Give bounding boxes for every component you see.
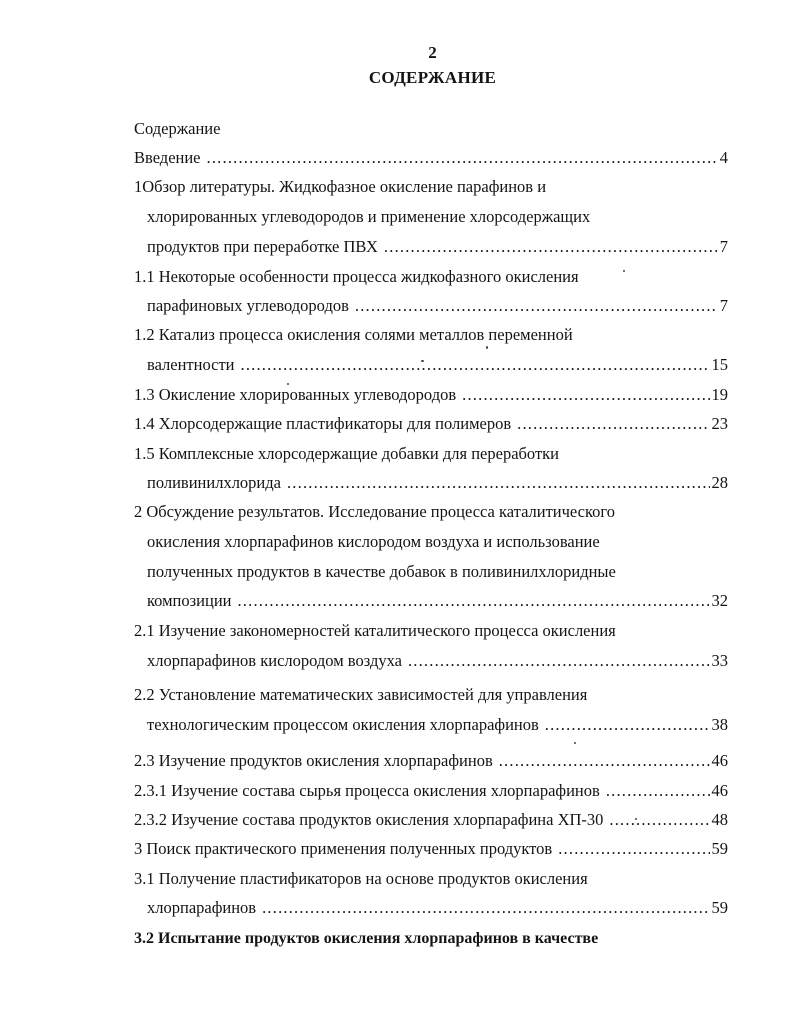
toc-entry-2-2-last (147, 715, 728, 735)
page-title: СОДЕРЖАНИЕ (368, 68, 497, 87)
toc-entry-2-1-last (147, 651, 728, 671)
toc-entry-text: парафиновых углеводородов (147, 296, 349, 315)
toc-leader-dots (545, 715, 710, 735)
toc-entry-1-4 (134, 414, 728, 434)
toc-entry-3 (134, 839, 728, 859)
toc-entry-text: поливинилхлорида (147, 473, 281, 492)
toc-entry-1-5-line-1: 1.5 Комплексные хлорсодержащие добавки для переработки (134, 444, 560, 463)
toc-entry-2-1-line-1: 2.1 Изучение закономерностей каталитического процесса окисления (134, 621, 616, 640)
toc-entry-1-line-1: 1Обзор литературы. Жидкофазное окисление парафинов и (134, 177, 547, 196)
toc-entry-page: 28 (711, 473, 728, 492)
toc-entry-text: 2.3 Изучение продуктов окисления хлорпарафинов (134, 751, 493, 770)
toc-leader-dots (609, 810, 709, 830)
toc-entry-page: 48 (711, 810, 728, 829)
toc-leader-dots (355, 296, 718, 316)
toc-leader-dots (462, 385, 709, 405)
toc-heading: Содержание (134, 119, 221, 138)
toc-leader-dots (384, 237, 718, 257)
toc-entry-1-3 (134, 385, 728, 405)
toc-leader-dots (499, 751, 710, 771)
scan-speck (574, 742, 576, 744)
toc-entry-text: 2.3.1 Изучение состава сырья процесса окисления хлорпарафинов (134, 781, 600, 800)
toc-entry-page: 59 (711, 898, 728, 917)
toc-entry-page: 23 (711, 414, 728, 433)
toc-entry-1-1-last (147, 296, 728, 316)
toc-entry-page: 33 (711, 651, 728, 670)
toc-entry-2-line-2: окисления хлорпарафинов кислородом воздуха и использование (147, 532, 600, 551)
toc-entry-page: 59 (711, 839, 728, 858)
scan-speck (287, 383, 289, 385)
toc-entry-2-line-3: полученных продуктов в качестве добавок в поливинилхлоридные (147, 562, 616, 581)
toc-entry-text: Введение (134, 148, 201, 167)
toc-entry-3-2-line-1: 3.2 Испытание продуктов окисления хлорпарафинов в качестве (134, 930, 599, 947)
toc-entry-text: 3 Поиск практического применения полученных продуктов (134, 839, 553, 858)
toc-entry-text: технологическим процессом окисления хлорпарафинов (147, 715, 539, 734)
toc-entry-2-3-2 (134, 810, 728, 830)
scan-speck (623, 270, 625, 272)
toc-entry-page: 15 (711, 355, 728, 374)
toc-entry-page: 19 (711, 385, 728, 404)
scan-speck (486, 346, 488, 349)
toc-entry-text: 2.3.2 Изучение состава продуктов окисления хлорпарафина ХП-30 (134, 810, 604, 829)
toc-entry-intro (134, 148, 728, 168)
toc-entry-1-1-line-1: 1.1 Некоторые особенности процесса жидкофазного окисления (134, 267, 579, 286)
toc-entry-page: 7 (719, 237, 728, 256)
toc-entry-1-2-line-1: 1.2 Катализ процесса окисления солями металлов переменной (134, 325, 573, 344)
scan-speck (635, 818, 637, 820)
toc-leader-dots (237, 591, 709, 611)
toc-entry-text: 1.3 Окисление хлорированных углеводородов (134, 385, 457, 404)
scan-speck (421, 360, 424, 362)
toc-entry-2-2-line-1: 2.2 Установление математических зависимостей для управления (134, 685, 588, 704)
toc-entry-3-1-last (147, 898, 728, 918)
toc-leader-dots (207, 148, 718, 168)
toc-entry-text: композиции (147, 591, 232, 610)
toc-leader-dots (262, 898, 709, 918)
toc-entry-1-last (147, 237, 728, 257)
toc-entry-text: хлорпарафинов (147, 898, 257, 917)
toc-entry-2-3 (134, 751, 728, 771)
toc-entry-text: продуктов при переработке ПВХ (147, 237, 378, 256)
toc-entry-page: 46 (711, 781, 728, 800)
toc-leader-dots (408, 651, 710, 671)
toc-entry-page: 32 (711, 591, 728, 610)
toc-entry-2-last (147, 591, 728, 611)
toc-entry-page: 4 (719, 148, 728, 167)
toc-entry-3-1-line-1: 3.1 Получение пластификаторов на основе продуктов окисления (134, 869, 588, 888)
toc-leader-dots (606, 781, 710, 801)
page-number: 2 (428, 43, 437, 62)
toc-entry-page: 7 (719, 296, 728, 315)
toc-leader-dots (517, 414, 709, 434)
toc-entry-2-line-1: 2 Обсуждение результатов. Исследование процесса каталитического (134, 502, 616, 521)
toc-entry-page: 46 (711, 751, 728, 770)
toc-entry-text: хлорпарафинов кислородом воздуха (147, 651, 402, 670)
toc-entry-1-line-2: хлорированных углеводородов и применение хлорсодержащих (147, 207, 591, 226)
toc-leader-dots (287, 473, 710, 493)
toc-entry-page: 38 (711, 715, 728, 734)
toc-leader-dots (558, 839, 709, 859)
toc-entry-text: валентности (147, 355, 235, 374)
toc-leader-dots (241, 355, 710, 375)
toc-entry-1-2-last (147, 355, 728, 375)
toc-entry-2-3-1 (134, 781, 728, 801)
toc-entry-1-5-last (147, 473, 728, 493)
toc-entry-text: 1.4 Хлорсодержащие пластификаторы для полимеров (134, 414, 512, 433)
